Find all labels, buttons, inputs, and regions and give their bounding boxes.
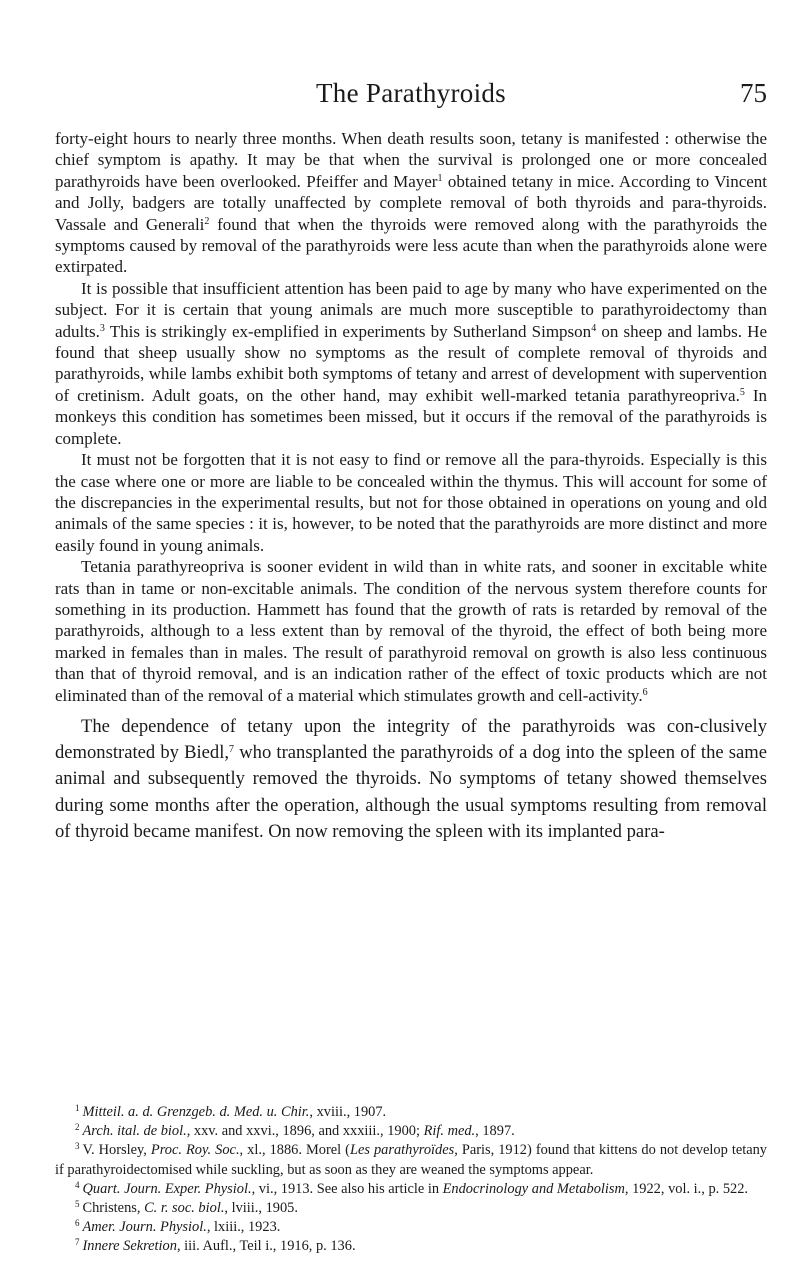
citation-title: Rif. med. — [423, 1123, 476, 1140]
paragraph — [55, 449, 767, 556]
footnote-ref: 7 — [229, 744, 235, 756]
footnote-ref: 4 — [591, 322, 597, 334]
text-run: V. Horsley, — [82, 1142, 151, 1159]
text-run: The dependence of tetany upon the integrity of the parathyroids was con-clusively demonstrated by Biedl, — [55, 715, 767, 764]
footnote — [55, 1122, 767, 1141]
text-run: who transplanted the parathyroids of a dog into the spleen of the same animal and subsequently removed the thyroids. No symptoms of tetany showed themselves during some months after the operation, although the usual symptoms resulting from removal of thyroid became manifest. On now removing the spleen with its implanted para- — [55, 742, 767, 842]
paragraph — [55, 556, 767, 706]
footnote — [55, 1141, 767, 1179]
text-run: , xviii., 1907. — [309, 1104, 387, 1120]
text-run: obtained tetany in mice. According to Vincent and Jolly, badgers are totally unaffected by complete removal of both thyroids and para-thyroids. Vassale and Generali — [55, 171, 768, 234]
text-run: , iii. Aufl., Teil i., 1916, p. 136. — [176, 1238, 356, 1255]
text-run: Christens, — [82, 1200, 145, 1217]
footnote — [55, 1237, 767, 1256]
footnote-number: 6 — [75, 1218, 80, 1229]
citation-title: Quart. Journ. Exper. Physiol. — [82, 1180, 252, 1197]
footnote-ref: 2 — [204, 215, 210, 227]
paragraph — [55, 278, 767, 449]
text-run: , lviii., 1905. — [224, 1200, 298, 1217]
citation-title: Mitteil. a. d. Grenzgeb. d. Med. u. Chir. — [82, 1104, 310, 1120]
citation-title: C. r. soc. biol. — [144, 1200, 225, 1217]
citation-title: Proc. Roy. Soc. — [150, 1142, 240, 1159]
running-title: The Parathyroids — [315, 78, 506, 108]
paragraph — [55, 714, 767, 845]
body-text — [55, 128, 767, 845]
footnote-number: 1 — [75, 1103, 80, 1113]
text-run: , 1922, vol. i., p. 522. — [624, 1180, 749, 1197]
text-run: Tetania parathyreopriva is sooner evident in wild than in white rats, and sooner in excitable white rats than in tame or non-excitable animals. The condition of the nervous system therefore counts for something in its production. Hammett has found that the growth of rats is retarded by removal of the parathyroids, although to a less extent than by removal of the thyroid, the effect of both being more marked in females than in males. The result of parathyroid removal on growth is also less continuous than that of thyroid removal, and is an indication rather of the effect of toxic products which are not eliminated than of the removal of a material which stimulates growth and cell-activity. — [55, 557, 767, 705]
text-run: It must not be forgotten that it is not easy to find or remove all the para-thyroids. Especially is this the case where one or more are liable to be concealed within the thymus. This will account for some of the discrepancies in the experimental results, but not for those obtained in operations on young and old animals of the same species : it is, however, to be noted that the parathyroids are more distinct and more easily found in young animals. — [55, 450, 767, 555]
text-run: on sheep and lambs. He found that sheep usually show no symptoms as the result of complete removal of thyroids and parathyroids, while lambs exhibit both symptoms of tetany and arrest of development with supervention of cretinism. Adult goats, on the other hand, may exhibit well-marked tetania parathyreopriva. — [55, 321, 767, 405]
text-run: , 1897. — [475, 1123, 515, 1140]
text-run: , Paris, 1912) found that kittens do not develop tetany if parathyroidectomised while suckling, but as soon as they are weaned the symptoms appear. — [55, 1142, 767, 1178]
citation-title: Innere Sekretion — [82, 1238, 177, 1255]
citation-title: Amer. Journ. Physiol. — [82, 1219, 207, 1236]
paragraph — [55, 128, 767, 278]
footnote — [55, 1218, 767, 1237]
footnote-ref: 6 — [642, 686, 648, 698]
footnote-number: 7 — [75, 1237, 80, 1248]
text-run: , xl., 1886. Morel ( — [239, 1142, 350, 1159]
text-run: found that when the thyroids were removed along with the parathyroids the symptoms caused by removal of the parathyroids were less acute than when the parathyroids alone were extirpated. — [55, 214, 767, 277]
footnote-ref: 5 — [739, 386, 745, 398]
citation-title: Arch. ital. de biol. — [82, 1123, 187, 1140]
citation-title: Endocrinology and Metabolism — [442, 1180, 625, 1197]
footnotes — [55, 1103, 767, 1257]
footnote — [55, 1199, 767, 1218]
footnote-number: 3 — [75, 1141, 80, 1152]
footnote-number: 4 — [75, 1179, 80, 1190]
footnote — [55, 1103, 767, 1122]
text-run: It is possible that insufficient attention has been paid to age by many who have experimented on the subject. For it is certain that young animals are much more susceptible to parathyroidectomy than adults. — [55, 278, 767, 341]
footnote-number: 5 — [75, 1199, 80, 1210]
footnote-ref: 3 — [99, 322, 105, 334]
text-run: , lxiii., 1923. — [206, 1219, 281, 1236]
page-number: 75 — [740, 78, 767, 108]
footnote-ref: 1 — [437, 172, 443, 184]
citation-title: Les parathyroïdes — [349, 1142, 455, 1159]
footnote-number: 2 — [75, 1122, 80, 1133]
footnote — [55, 1180, 767, 1199]
text-run: , xxv. and xxvi., 1896, and xxxiii., 1900; — [186, 1123, 424, 1140]
text-run: In monkeys this condition has sometimes been missed, but it occurs if the removal of the parathyroids is complete. — [55, 385, 767, 448]
page-header — [55, 78, 767, 112]
text-run: This is strikingly ex-emplified in experiments by Sutherland Simpson — [104, 321, 592, 341]
text-run: forty-eight hours to nearly three months. When death results soon, tetany is manifested : otherwise the chief symptom is apathy. It may be that when the survival is prolonged one or more concealed parathyroids have been overlooked. Pfeiffer and Mayer — [55, 129, 767, 191]
text-run: , vi., 1913. See also his article in — [251, 1180, 443, 1197]
